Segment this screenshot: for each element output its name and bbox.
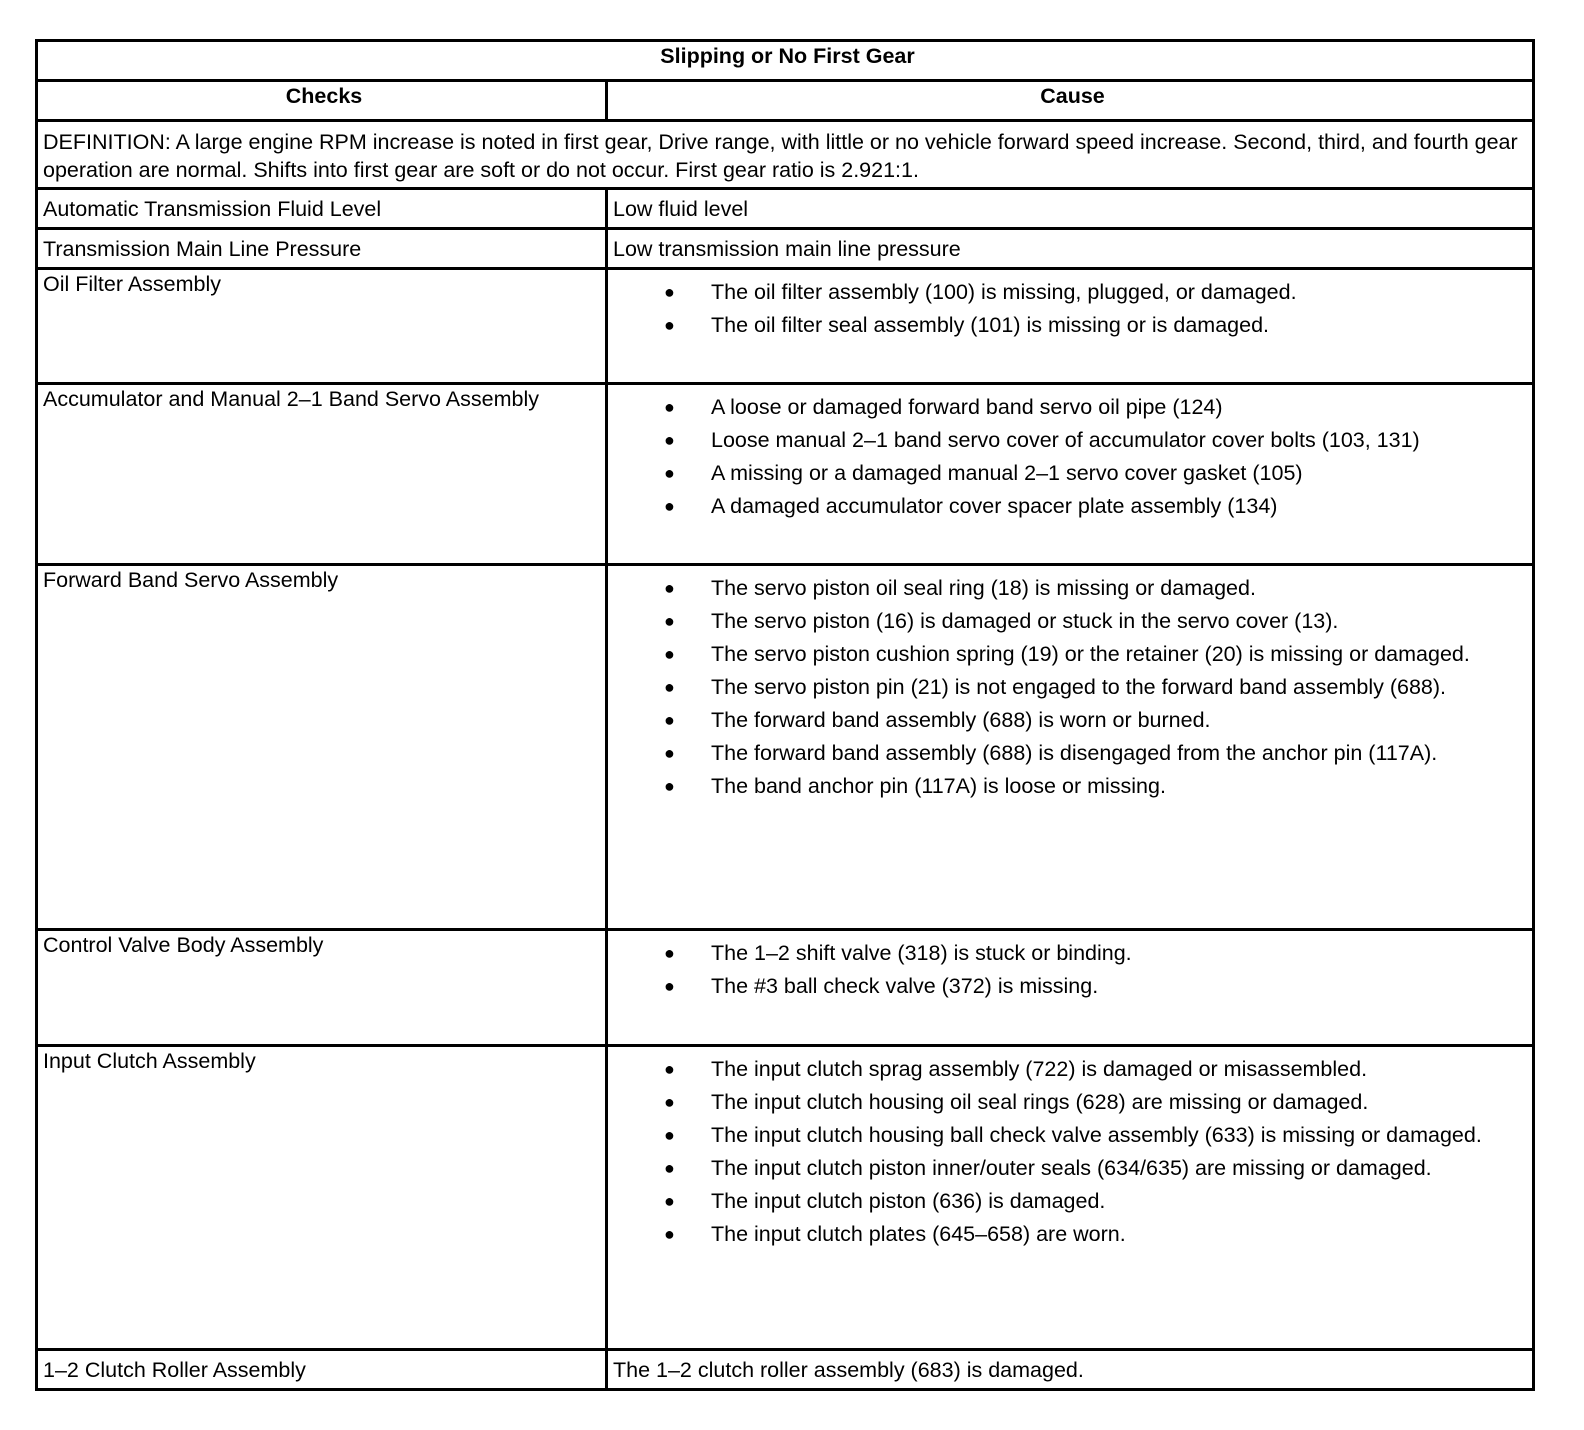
- column-header-row: [37, 81, 1534, 121]
- bullet-icon: ●: [664, 943, 675, 963]
- list-item: [613, 1121, 1532, 1149]
- definition-text: DEFINITION: A large engine RPM increase is noted in first gear, Drive range, with little or no vehicle forward speed increase. Second, third, and fourth gear operation are normal. Shifts into first gear are soft or do not occur. First gear ratio is 2.921:1.: [37, 121, 1534, 189]
- list-item: [613, 492, 1532, 520]
- list-item: [613, 706, 1532, 734]
- bullet-icon: ●: [664, 611, 675, 631]
- list-item: [613, 640, 1532, 668]
- cause-cell: [607, 1046, 1534, 1350]
- list-item: [613, 972, 1532, 1000]
- cause-text: The servo piston cushion spring (19) or the retainer (20) is missing or damaged.: [711, 642, 1470, 666]
- list-item: [613, 393, 1532, 421]
- table-row: [37, 189, 1534, 229]
- cause-text: The input clutch sprag assembly (722) is damaged or misassembled.: [711, 1057, 1368, 1081]
- bullet-icon: ●: [664, 496, 675, 516]
- bullet-icon: ●: [664, 776, 675, 796]
- bullet-icon: ●: [664, 743, 675, 763]
- cause-text: A damaged accumulator cover spacer plate assembly (134): [711, 494, 1278, 518]
- bullet-icon: ●: [664, 430, 675, 450]
- cause-cell: The 1–2 clutch roller assembly (683) is damaged.: [607, 1350, 1534, 1390]
- bullet-icon: ●: [664, 644, 675, 664]
- bullet-icon: ●: [664, 1158, 675, 1178]
- list-item: [613, 739, 1532, 767]
- cause-text: Loose manual 2–1 band servo cover of accumulator cover bolts (103, 131): [711, 428, 1420, 452]
- bullet-icon: ●: [664, 1092, 675, 1112]
- cause-cell: [607, 384, 1534, 565]
- bullet-icon: ●: [664, 1125, 675, 1145]
- cause-cell: Low fluid level: [607, 189, 1534, 229]
- check-cell: Transmission Main Line Pressure: [37, 229, 607, 269]
- table-row: [37, 269, 1534, 384]
- list-item: [613, 772, 1532, 800]
- cause-list: [613, 1055, 1532, 1248]
- table-row: [37, 930, 1534, 1046]
- check-cell: 1–2 Clutch Roller Assembly: [37, 1350, 607, 1390]
- table-row: [37, 1350, 1534, 1390]
- table-row: [37, 1046, 1534, 1350]
- cause-text: The servo piston (16) is damaged or stuck in the servo cover (13).: [711, 609, 1339, 633]
- column-header-checks: Checks: [37, 81, 607, 121]
- bullet-icon: ●: [664, 397, 675, 417]
- cause-text: The 1–2 shift valve (318) is stuck or binding.: [711, 941, 1132, 965]
- cause-text: The input clutch housing ball check valve assembly (633) is missing or damaged.: [711, 1123, 1482, 1147]
- bullet-icon: ●: [664, 1059, 675, 1079]
- bullet-icon: ●: [664, 1224, 675, 1244]
- cause-list: [613, 393, 1532, 520]
- bullet-icon: ●: [664, 463, 675, 483]
- bullet-icon: ●: [664, 315, 675, 335]
- cause-text: The band anchor pin (117A) is loose or missing.: [711, 774, 1166, 798]
- cause-text: The input clutch plates (645–658) are worn.: [711, 1222, 1126, 1246]
- bullet-icon: ●: [664, 976, 675, 996]
- table-title-row: [37, 41, 1534, 81]
- check-cell: Accumulator and Manual 2–1 Band Servo Assembly: [37, 384, 607, 565]
- table-row: [37, 384, 1534, 565]
- check-cell: Input Clutch Assembly: [37, 1046, 607, 1350]
- table-title: Slipping or No First Gear: [37, 41, 1534, 81]
- list-item: [613, 1187, 1532, 1215]
- definition-row: [37, 121, 1534, 189]
- check-cell: Automatic Transmission Fluid Level: [37, 189, 607, 229]
- list-item: [613, 278, 1532, 306]
- table-row: [37, 565, 1534, 930]
- check-cell: Forward Band Servo Assembly: [37, 565, 607, 930]
- bullet-icon: ●: [664, 578, 675, 598]
- cause-text: The input clutch piston (636) is damaged.: [711, 1189, 1106, 1213]
- list-item: [613, 1055, 1532, 1083]
- list-item: [613, 574, 1532, 602]
- cause-text: The forward band assembly (688) is disengaged from the anchor pin (117A).: [711, 741, 1438, 765]
- cause-cell: Low transmission main line pressure: [607, 229, 1534, 269]
- cause-cell: [607, 565, 1534, 930]
- bullet-icon: ●: [664, 282, 675, 302]
- cause-text: The oil filter assembly (100) is missing, plugged, or damaged.: [711, 280, 1297, 304]
- list-item: [613, 426, 1532, 454]
- list-item: [613, 607, 1532, 635]
- cause-text: The oil filter seal assembly (101) is missing or is damaged.: [711, 313, 1270, 337]
- table-row: [37, 229, 1534, 269]
- check-cell: Oil Filter Assembly: [37, 269, 607, 384]
- bullet-icon: ●: [664, 710, 675, 730]
- list-item: [613, 459, 1532, 487]
- cause-text: The input clutch piston inner/outer seals (634/635) are missing or damaged.: [711, 1156, 1432, 1180]
- list-item: [613, 673, 1532, 701]
- cause-list: [613, 574, 1532, 800]
- cause-cell: [607, 930, 1534, 1046]
- bullet-icon: ●: [664, 1191, 675, 1211]
- column-header-cause: Cause: [607, 81, 1534, 121]
- list-item: [613, 1154, 1532, 1182]
- cause-text: A loose or damaged forward band servo oil pipe (124): [711, 395, 1223, 419]
- cause-text: The servo piston oil seal ring (18) is missing or damaged.: [711, 576, 1256, 600]
- diagnostic-table: [35, 39, 1535, 1391]
- list-item: [613, 311, 1532, 339]
- cause-text: The input clutch housing oil seal rings (628) are missing or damaged.: [711, 1090, 1369, 1114]
- cause-list: [613, 939, 1532, 1000]
- list-item: [613, 1220, 1532, 1248]
- cause-list: [613, 278, 1532, 339]
- cause-text: The #3 ball check valve (372) is missing.: [711, 974, 1099, 998]
- cause-text: The servo piston pin (21) is not engaged to the forward band assembly (688).: [711, 675, 1446, 699]
- bullet-icon: ●: [664, 677, 675, 697]
- list-item: [613, 939, 1532, 967]
- cause-text: The forward band assembly (688) is worn or burned.: [711, 708, 1211, 732]
- cause-cell: [607, 269, 1534, 384]
- check-cell: Control Valve Body Assembly: [37, 930, 607, 1046]
- list-item: [613, 1088, 1532, 1116]
- cause-text: A missing or a damaged manual 2–1 servo cover gasket (105): [711, 461, 1303, 485]
